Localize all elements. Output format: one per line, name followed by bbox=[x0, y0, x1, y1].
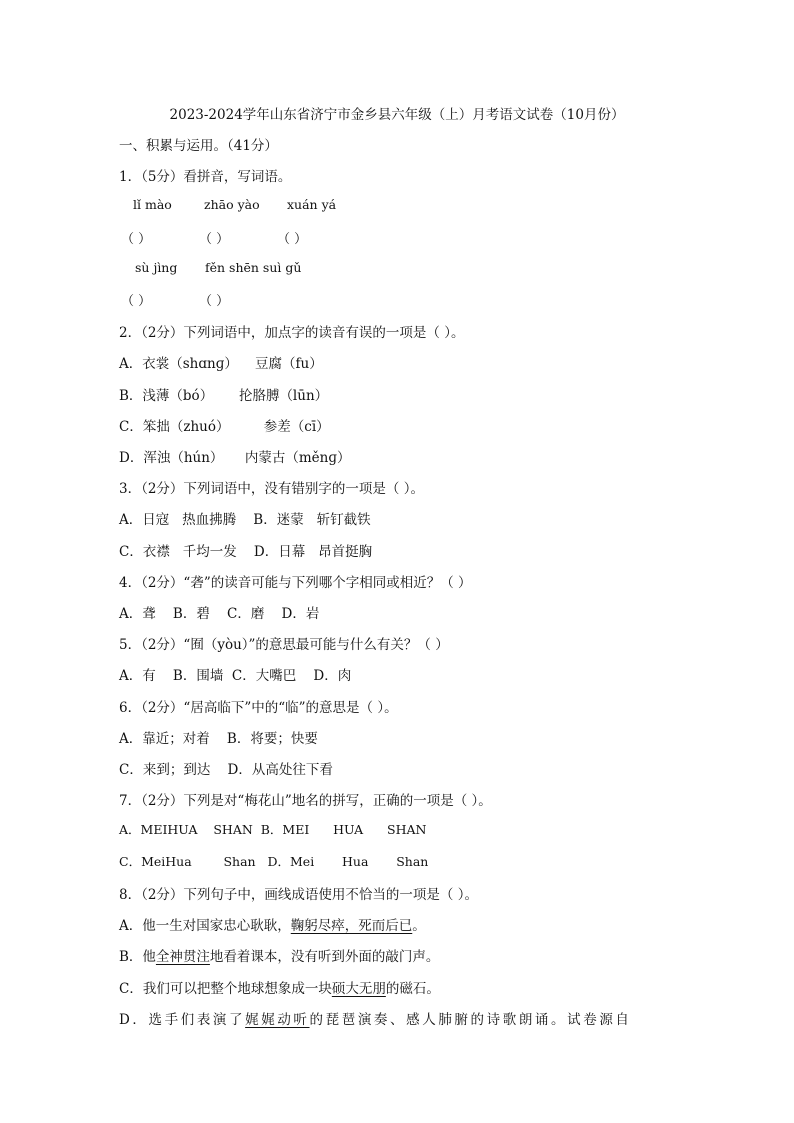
option-text: 。 bbox=[412, 918, 426, 934]
question-5-stem: 5．（2分）“囿（yòu）”的意思最可能与什么有关？（ ） bbox=[119, 637, 449, 653]
option-b: B．浅薄（bó） 抡胳膊（lūn） bbox=[119, 388, 329, 404]
underlined-idiom: 鞠躬尽瘁，死而后已 bbox=[290, 918, 413, 934]
underlined-idiom: 全神贯注 bbox=[155, 949, 210, 965]
options-cd: C．MeiHua Shan D．Mei Hua Shan bbox=[119, 854, 429, 869]
options-ab: A．靠近；对着 B．将要；快要 bbox=[119, 731, 318, 747]
answer-blank[interactable]: （ ） bbox=[121, 294, 152, 309]
options-cd: C．衣襟 千均一发 D．日幕 昂首挺胸 bbox=[119, 544, 373, 560]
answer-blank[interactable]: （ ） bbox=[199, 232, 230, 247]
option-a: A．衣裳（shɑnɡ） 豆腐（fu） bbox=[119, 356, 323, 372]
question-6-stem: 6．（2分）“居高临下”中的“临”的意思是（ ）。 bbox=[119, 700, 398, 716]
question-4-stem: 4．（2分）“砻”的读音可能与下列哪个字相同或相近？（ ） bbox=[119, 575, 472, 591]
options-ab: A．日寇 热血拂腾 B．迷蒙 斩钉截铁 bbox=[119, 512, 371, 528]
option-text: 的琵琶演奏、感人肺腑的诗歌朗诵。试卷源自 bbox=[309, 1012, 632, 1028]
answer-blank[interactable]: （ ） bbox=[199, 294, 230, 309]
option-text: B．他 bbox=[119, 949, 156, 965]
options-ab: A．MEIHUA SHAN B．MEI HUA SHAN bbox=[119, 822, 427, 837]
option-b bbox=[119, 945, 439, 965]
pinyin-limao: lǐ mào bbox=[133, 197, 172, 212]
options-cd: C．来到；到达 D．从高处往下看 bbox=[119, 762, 333, 778]
option-a bbox=[119, 914, 426, 934]
question-7-stem: 7．（2分）下列是对“梅花山”地名的拼写，正确的一项是（ ）。 bbox=[119, 793, 492, 809]
option-text: C．我们可以把整个地球想象成一块 bbox=[119, 981, 332, 997]
options: A．有 B．围墙 C．大嘴巴 D．肉 bbox=[119, 668, 352, 684]
option-text: D．选手们表演了 bbox=[119, 1012, 246, 1028]
option-c bbox=[119, 977, 440, 997]
option-text: A．他一生对国家忠心耿耿， bbox=[119, 918, 291, 934]
option-d: D．浑浊（hún） 内蒙古（měnɡ） bbox=[119, 450, 351, 466]
section-heading: 一、积累与运用。（41分） bbox=[119, 138, 278, 154]
exam-title: 2023-2024学年山东省济宁市金乡县六年级（上）月考语文试卷（10月份） bbox=[169, 107, 625, 123]
question-3-stem: 3．（2分）下列词语中，没有错别字的一项是（ ）。 bbox=[119, 481, 424, 497]
answer-blank[interactable]: （ ） bbox=[121, 232, 152, 247]
pinyin-xuanya: xuán yá bbox=[287, 197, 337, 212]
question-8-stem: 8．（2分）下列句子中，画线成语使用不恰当的一项是（ ）。 bbox=[119, 887, 478, 903]
question-1-stem: 1．（5分）看拼音，写词语。 bbox=[119, 169, 292, 185]
option-text: 地看着课本，没有听到外面的敲门声。 bbox=[209, 949, 440, 965]
underlined-idiom: 娓娓动听 bbox=[245, 1012, 310, 1028]
option-text: 的磁石。 bbox=[385, 981, 440, 997]
pinyin-sujing: sù jìng bbox=[135, 260, 178, 275]
underlined-idiom: 硕大无朋 bbox=[331, 981, 386, 997]
option-c: C．笨拙（zhuó） 参差（cī） bbox=[119, 419, 330, 435]
question-2-stem: 2．（2分）下列词语中，加点字的读音有误的一项是（ ）。 bbox=[119, 325, 465, 341]
pinyin-fenshensuigu: fěn shēn suì gǔ bbox=[205, 260, 302, 275]
answer-blank[interactable]: （ ） bbox=[277, 232, 308, 247]
options: A．聋 B．碧 C．磨 D．岩 bbox=[119, 606, 320, 622]
pinyin-zhaoyao: zhāo yào bbox=[204, 197, 260, 212]
option-d bbox=[119, 1008, 632, 1028]
